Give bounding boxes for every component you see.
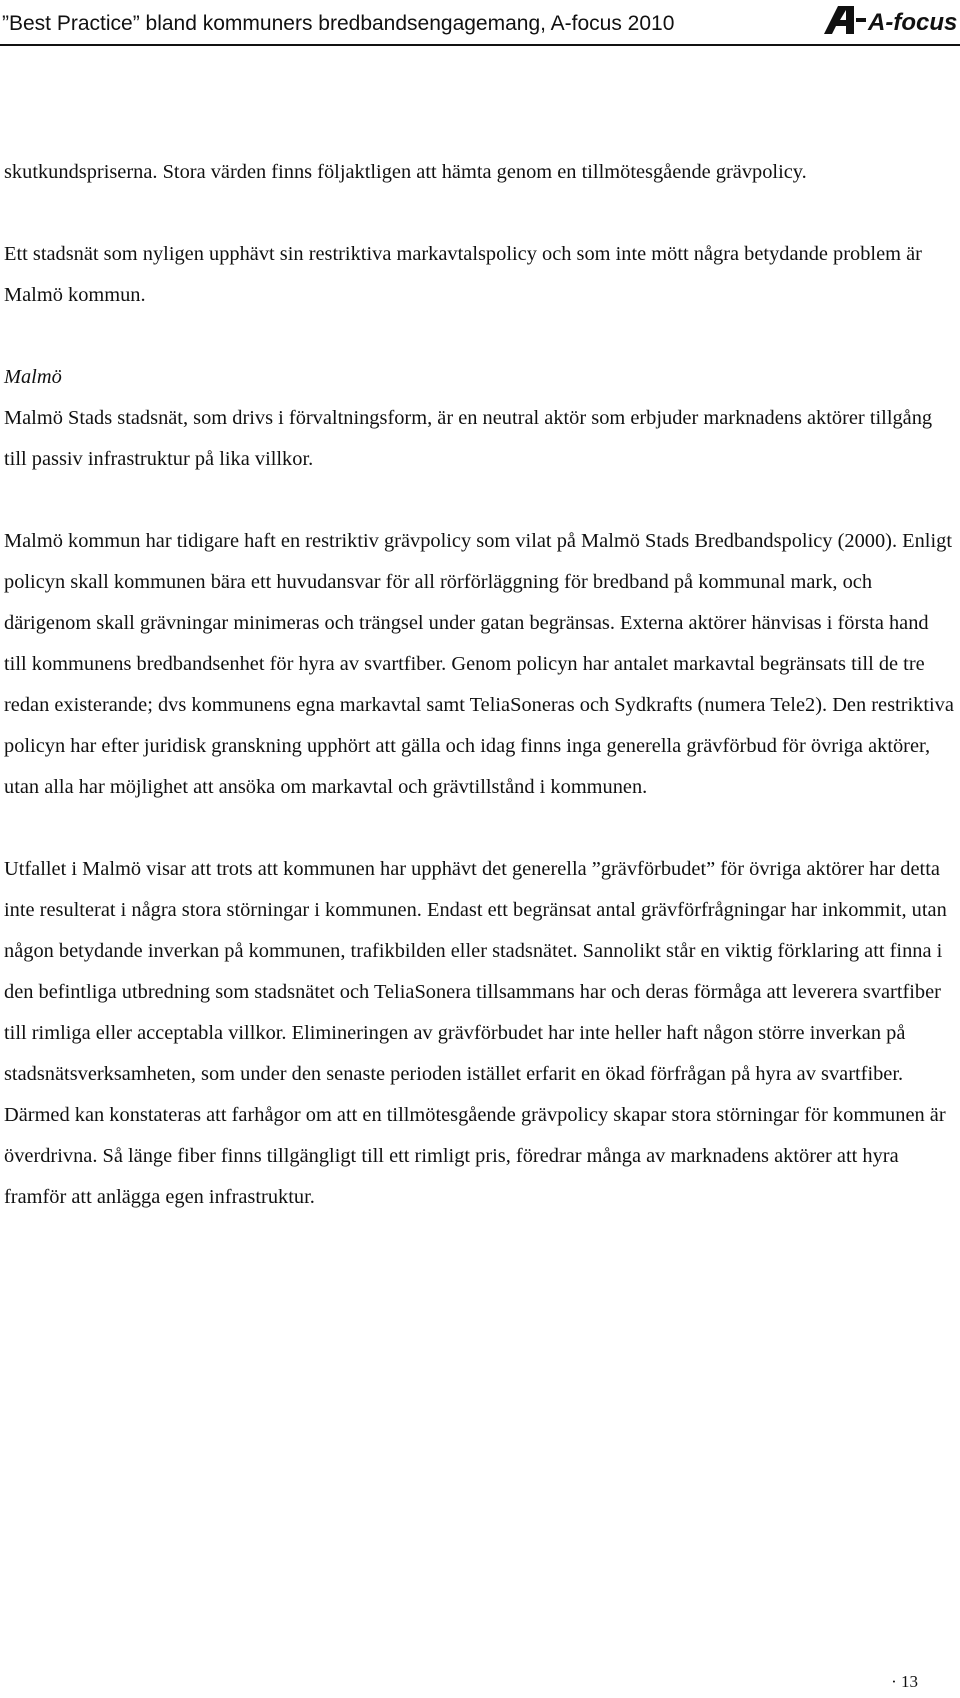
document-body [4,152,956,1259]
page-header [0,0,960,46]
a-focus-logo [820,4,960,36]
page-number: · 13 [891,1672,918,1691]
logo-text: A-focus [868,9,958,36]
paragraph: Malmö kommun har tidigare haft en restriktiv grävpolicy som vilat på Malmö Stads Bredbandspolicy (2000). Enligt policyn skall kommunen bära ett huvudansvar för all rörförläggning för bredband på kommunal mark, och därigenom skall grävningar minimeras och trängsel under gatan begränsas. Externa aktörer hänvisas i första hand till kommunens bredbandsenhet för hyra av svartfiber. Genom policyn har antalet markavtal begränsats till de tre redan existerande; dvs kommunens egna markavtal samt TeliaSoneras och Sydkrafts (numera Tele2). Den restriktiva policyn har efter juridisk granskning upphört att gälla och idag finns inga generella grävförbud för övriga aktörer, utan alla har möjlighet att ansöka om markavtal och grävtillstånd i kommunen. [4,530,954,798]
header-title: ”Best Practice” bland kommuners bredbandsengagemang, A-focus 2010 [2,12,675,35]
paragraph: Ett stadsnät som nyligen upphävt sin restriktiva markavtalspolicy och som inte mött några betydande problem är Malmö kommun. [4,243,922,306]
paragraph: skutkundspriserna. Stora värden finns följaktligen att hämta genom en tillmötesgående grävpolicy. [4,161,807,183]
paragraph: Utfallet i Malmö visar att trots att kommunen har upphävt det generella ”grävförbudet” för övriga aktörer har detta inte resulterat i några stora störningar i kommunen. Endast ett begränsat antal grävförfrågningar har inkommit, utan någon betydande inverkan på kommunen, trafikbilden eller stadsnätet. Sannolikt står en viktig förklaring att finna i den befintliga utbredning som stadsnätet och TeliaSonera tillsammans har och deras förmåga att leverera svartfiber till rimliga eller acceptabla villkor. Elimineringen av grävförbudet har inte heller haft någon större inverkan på stadsnätsverksamheten, som under den senaste perioden istället erfarit en ökad förfrågan på hyra av svartfiber. Därmed kan konstateras att farhågor om att en tillmötesgående grävpolicy skapar stora störningar för kommunen är överdrivna. Så länge fiber finns tillgängligt till ett rimligt pris, föredrar många av marknadens aktörer att hyra framför att anlägga egen infrastruktur. [4,858,947,1208]
section-heading: Malmö [4,366,62,388]
section-intro: Malmö Stads stadsnät, som drivs i förvaltningsform, är en neutral aktör som erbjuder marknadens aktörer tillgång till passiv infrastruktur på lika villkor. [4,407,933,470]
section-malmo [4,357,956,480]
